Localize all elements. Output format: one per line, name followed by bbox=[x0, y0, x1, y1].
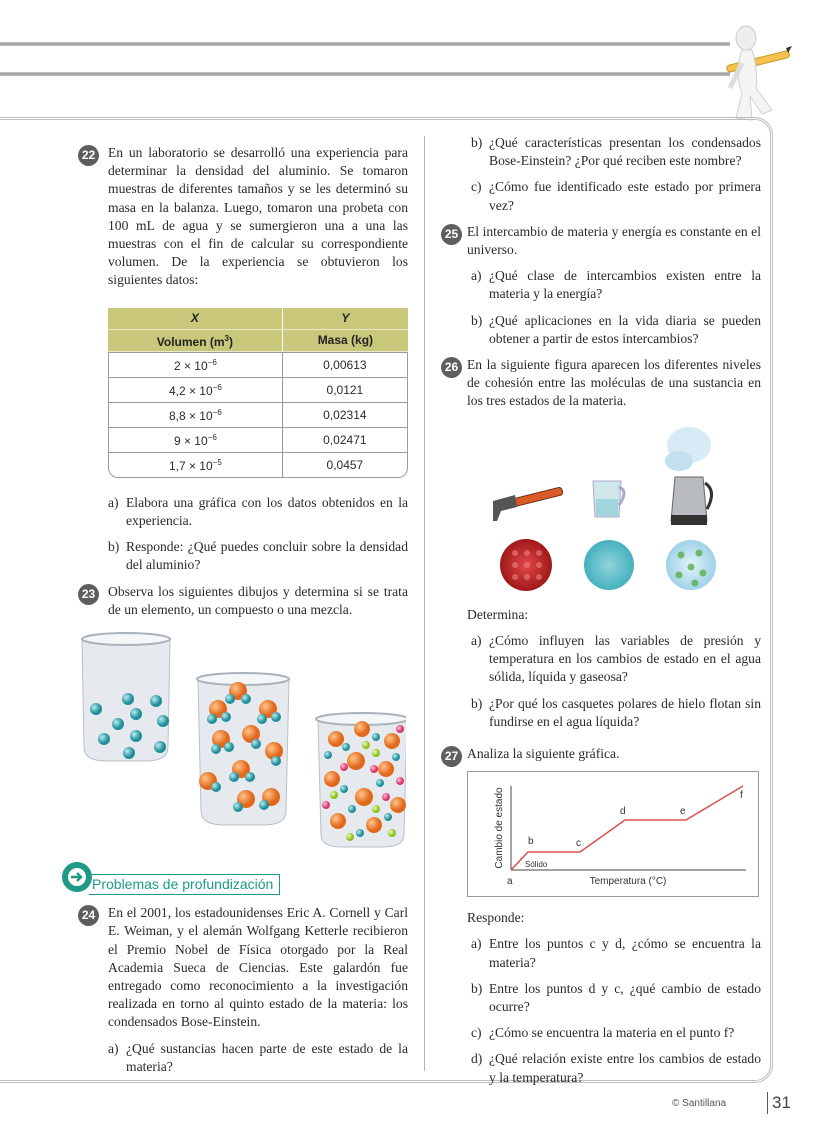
right-column bbox=[441, 134, 761, 1095]
column-header-mass: Masa (kg) bbox=[283, 330, 408, 352]
question-22 bbox=[78, 144, 408, 290]
section-title: Problemas de profundización bbox=[89, 874, 280, 895]
table-row bbox=[108, 428, 408, 453]
beaker-mixture-icon bbox=[316, 713, 406, 847]
svg-text:a: a bbox=[507, 876, 513, 888]
state-change-chart bbox=[467, 771, 759, 897]
question-number-badge: 23 bbox=[78, 584, 99, 605]
column-header-y: Y bbox=[283, 308, 408, 330]
question-number-badge: 24 bbox=[78, 905, 99, 926]
kettle-steam-icon bbox=[665, 427, 712, 525]
svg-text:f: f bbox=[740, 790, 743, 802]
question-24b: b) ¿Qué características presentan los condensados Bose-Einstein? ¿Por qué reciben este nombre? bbox=[471, 135, 761, 169]
question-number-badge: 26 bbox=[441, 357, 462, 378]
hammer-icon bbox=[493, 486, 563, 520]
question-25: 25 El intercambio de materia y energía es constante en el universo. bbox=[441, 223, 761, 259]
question-26a: a) ¿Cómo influyen las variables de presión y temperatura en los cambios de estado en el agua sólida, líquida y gaseosa? bbox=[471, 633, 761, 685]
chart-plot bbox=[468, 772, 758, 896]
beaker-element-icon bbox=[82, 633, 170, 761]
header-rule-bottom bbox=[0, 72, 730, 76]
arrow-right-icon bbox=[62, 862, 92, 892]
y-axis-label: Cambio de estado bbox=[494, 787, 505, 869]
question-number-badge: 27 bbox=[441, 746, 462, 767]
question-24c: c) ¿Cómo fue identificado este estado por primera vez? bbox=[471, 179, 761, 213]
svg-text:d: d bbox=[620, 806, 626, 818]
question-26-prompt: Determina: bbox=[467, 606, 529, 622]
volume-cell: $2 \times 10^{-6}$ bbox=[108, 352, 283, 378]
states-of-matter-illustration bbox=[471, 425, 731, 595]
question-27b: b) Entre los puntos d y c, ¿qué cambio de estado ocurre? bbox=[471, 980, 761, 1015]
question-26: 26 En la siguiente figura aparecen los diferentes niveles de cohesión entre las moléculas de una sustancia en los tres estados de la materia. bbox=[441, 356, 761, 411]
mass-cell: 0,00613 bbox=[283, 352, 408, 378]
header-rule-top bbox=[0, 42, 730, 46]
column-divider bbox=[424, 136, 425, 1071]
table-row bbox=[108, 378, 408, 403]
page-number-divider bbox=[767, 1092, 768, 1114]
svg-text:c: c bbox=[576, 838, 581, 850]
volume-cell: $1,7 \times 10^{-5}$ bbox=[108, 453, 283, 478]
column-header-volume: Volumen $(m^3)$ bbox=[108, 330, 283, 352]
column-header-x: X bbox=[108, 308, 283, 330]
question-27a: a) Entre los puntos c y d, ¿cómo se encuentra la materia? bbox=[471, 936, 761, 970]
question-27d: d) ¿Qué relación existe entre los cambios de estado y la temperatura? bbox=[471, 1051, 761, 1085]
beaker-compound-icon bbox=[197, 673, 289, 825]
section-header bbox=[62, 862, 408, 896]
question-number-badge: 22 bbox=[78, 145, 99, 166]
question-26b: b) ¿Por qué los casquetes polares de hielo flotan sin fundirse en el agua líquida? bbox=[471, 695, 761, 729]
left-column bbox=[78, 144, 408, 1084]
question-27c: c) ¿Cómo se encuentra la materia en el punto f? bbox=[471, 1025, 735, 1041]
table-row bbox=[108, 453, 408, 478]
aluminum-data-table bbox=[108, 308, 408, 478]
question-25a: a) ¿Qué clase de intercambios existen entre la materia y la energía? bbox=[471, 268, 761, 302]
liquid-particles-icon bbox=[584, 540, 634, 590]
svg-text:e: e bbox=[680, 806, 686, 818]
volume-cell: $4,2 \times 10^{-6}$ bbox=[108, 378, 283, 403]
volume-cell: $9 \times 10^{-6}$ bbox=[108, 428, 283, 453]
table-row bbox=[108, 352, 408, 378]
volume-cell: $8,8 \times 10^{-6}$ bbox=[108, 403, 283, 428]
question-22a: a) Elabora una gráfica con los datos obtenidos en la experiencia. bbox=[108, 494, 408, 529]
svg-text:b: b bbox=[528, 836, 534, 848]
question-25b: b) ¿Qué aplicaciones en la vida diaria se pueden obtener a partir de estos intercambios? bbox=[471, 312, 761, 346]
publisher-credit: © Santillana bbox=[672, 1098, 727, 1109]
question-22-text: En un laboratorio se desarrolló una experiencia para determinar la densidad del aluminio. Se tomaron muestras de diferentes tamaños y se les determinó su masa en la balanza. Luego, tomaron una probeta con 100 mL de agua y se sumergieron una a una las muestras con el fin de calcular su correspondiente volumen. De la experiencia se obtuvieron los siguientes datos: bbox=[108, 145, 408, 288]
question-24: 24 En el 2001, los estadounidenses Eric A. Cornell y Carl E. Weiman, y el alemán Wolfgang Ketterle recibieron el Premio Nobel de Física otorgado por la Real Academia Sueca de Ciencias. Este galardón fue entregado como reconocimiento a la investigación realizada en torno al quinto estado de la materia: los condensados Bose-Einstein. bbox=[78, 904, 408, 1031]
svg-text:Sólido: Sólido bbox=[525, 860, 548, 870]
question-23: 23 Observa los siguientes dibujos y determina si se trata de un elemento, un compuesto o una mezcla. bbox=[78, 583, 408, 619]
question-27: 27 Analiza la siguiente gráfica. bbox=[441, 745, 761, 763]
question-24a: a) ¿Qué sustancias hacen parte de este estado de la materia? bbox=[108, 1040, 408, 1074]
pitcher-icon bbox=[593, 481, 624, 517]
question-22b: b) Responde: ¿Qué puedes concluir sobre la densidad del aluminio? bbox=[108, 539, 408, 573]
table-row bbox=[108, 403, 408, 428]
page-number: 31 bbox=[772, 1093, 791, 1112]
mass-cell: 0,0121 bbox=[283, 378, 408, 403]
x-axis-label: Temperatura (°C) bbox=[589, 876, 667, 888]
beakers-illustration bbox=[76, 629, 406, 849]
mass-cell: 0,0457 bbox=[283, 453, 408, 478]
question-number-badge: 25 bbox=[441, 224, 462, 245]
mass-cell: 0,02314 bbox=[283, 403, 408, 428]
mascot-with-pencil-icon bbox=[712, 18, 792, 124]
question-27-prompt: Responde: bbox=[467, 910, 525, 926]
mass-cell: 0,02471 bbox=[283, 428, 408, 453]
